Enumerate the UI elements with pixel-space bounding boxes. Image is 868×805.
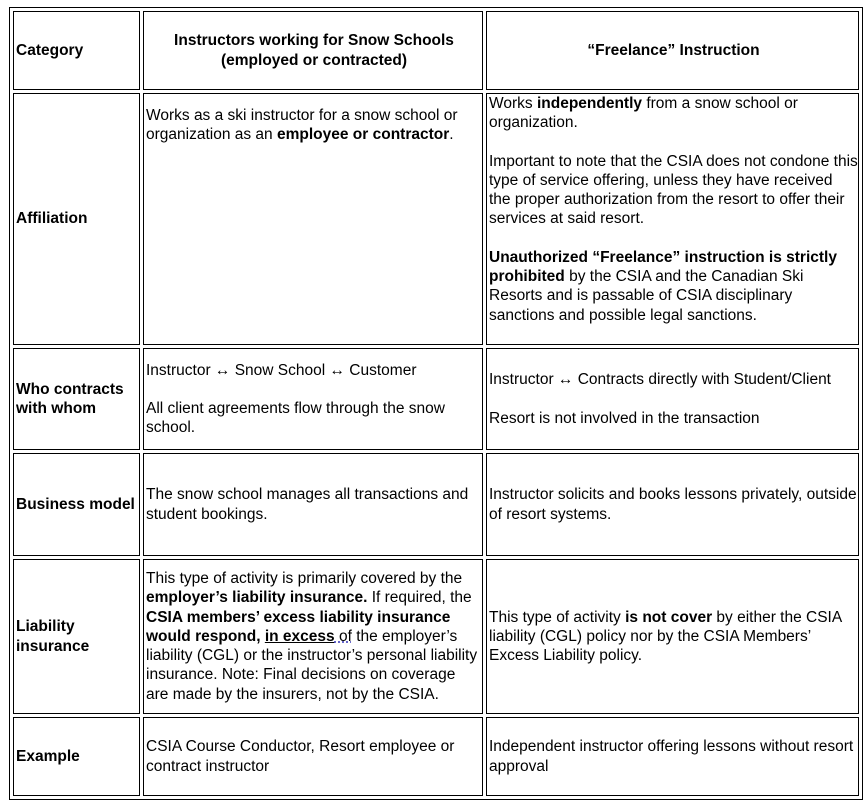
- category-cell: Who contracts with whom: [13, 348, 140, 450]
- bold-text: is not cover: [625, 608, 713, 626]
- snow-school-cell: The snow school manages all transactions and student bookings.: [143, 453, 483, 556]
- table-row-affiliation: [13, 93, 859, 345]
- text: by either the CSIA liability (CGL) policy nor by the CSIA Members’ Excess Liability policy.: [489, 608, 842, 665]
- text: This type of activity is primarily covered by the: [146, 569, 463, 587]
- category-cell: Example: [13, 717, 140, 796]
- freelance-cell: [486, 93, 859, 345]
- bold-text: employee or contractor: [276, 126, 450, 144]
- paragraph: [489, 94, 858, 133]
- paragraph: Important to note that the CSIA does not condone this type of service offering, unless they have received the proper authorization from the resort to offer their services at said resort.: [489, 152, 858, 228]
- snow-school-cell: [143, 93, 483, 345]
- snow-school-cell: CSIA Course Conductor, Resort employee or contract instructor: [143, 717, 483, 796]
- header-category: Category: [13, 11, 140, 90]
- text: by the CSIA and the Canadian Ski Resorts and is passable of CSIA disciplinary sanctions and possible legal sanctions.: [489, 268, 804, 324]
- paragraph: Instructor ↔ Snow School ↔ Customer: [146, 361, 417, 379]
- freelance-cell: [486, 559, 859, 714]
- category-cell: Business model: [13, 453, 140, 556]
- bold-text: CSIA members’ excess liability insurance would respond,: [146, 608, 451, 645]
- paragraph: All client agreements flow through the snow school.: [146, 399, 445, 437]
- freelance-cell: Independent instructor offering lessons without resort approval: [486, 717, 859, 796]
- header-snow-schools-line2: (employed or contracted): [220, 51, 408, 69]
- freelance-cell: Instructor solicits and books lessons privately, outside of resort systems.: [486, 453, 859, 556]
- text: the employer’s liability (CGL) or the instructor’s personal liability insurance. Note: Final decisions on coverage are made by the insurers, not by the CSIA.: [146, 627, 478, 703]
- text: Works: [489, 95, 537, 112]
- bold-text: Unauthorized “Freelance” instruction is strictly prohibited: [489, 248, 837, 286]
- header-snow-schools-line1: Instructors working for Snow Schools: [174, 32, 454, 50]
- header-snow-schools: [143, 11, 483, 90]
- bold-text: independently: [536, 95, 643, 112]
- table-row-who-contracts: [13, 348, 859, 450]
- header-freelance: “Freelance” Instruction: [486, 11, 859, 90]
- underlined-bold-text: in excess: [264, 627, 335, 645]
- text: Works as a ski instructor for a snow school or organization as an: [146, 107, 458, 144]
- text: from a snow school or organization.: [489, 95, 798, 132]
- table-row-business-model: [13, 453, 859, 556]
- spellcheck-marked-text: of: [334, 627, 352, 645]
- text: If required, the: [367, 589, 472, 607]
- snow-school-cell: [143, 348, 483, 450]
- paragraph: [489, 248, 858, 325]
- header-row: [13, 11, 859, 90]
- snow-school-cell: [143, 559, 483, 714]
- text: This type of activity: [489, 608, 626, 626]
- freelance-cell: [486, 348, 859, 450]
- paragraph: Instructor ↔ Contracts directly with Student/Client: [489, 371, 831, 389]
- category-cell: Affiliation: [13, 93, 140, 345]
- table-row-liability-insurance: [13, 559, 859, 714]
- paragraph: Resort is not involved in the transaction: [489, 409, 760, 427]
- comparison-table: [9, 7, 863, 800]
- bold-text: employer’s liability insurance.: [146, 589, 368, 607]
- table-row-example: [13, 717, 859, 796]
- category-cell: Liability insurance: [13, 559, 140, 714]
- text: .: [449, 126, 454, 144]
